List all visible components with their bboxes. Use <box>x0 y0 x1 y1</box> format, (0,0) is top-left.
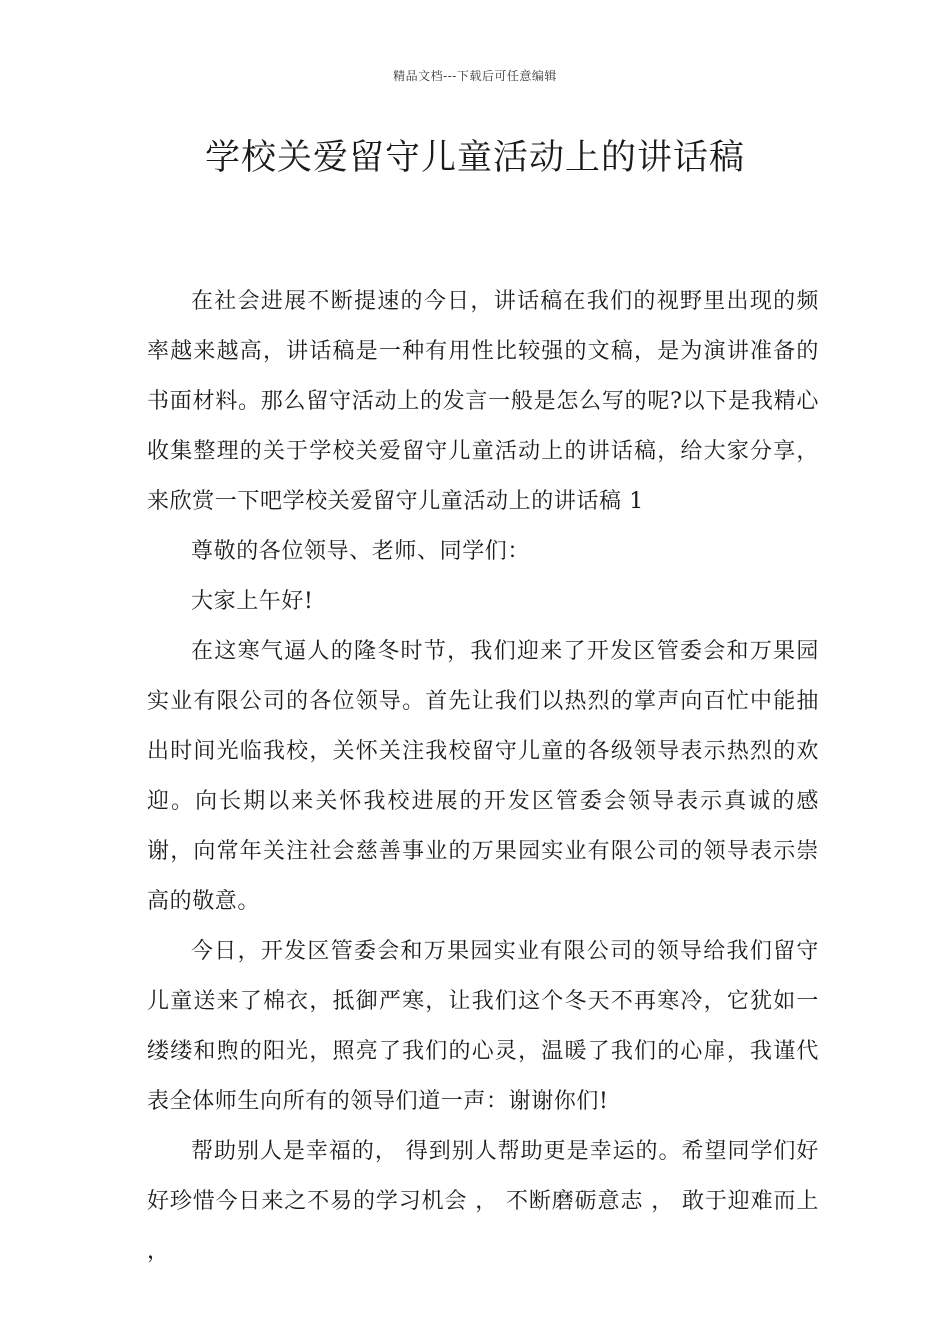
paragraph-intro: 在社会进展不断提速的今日，讲话稿在我们的视野里出现的频率越来越高，讲话稿是一种有用性比较强的文稿，是为演讲准备的书面材料。那么留守活动上的发言一般是怎么写的呢?以下是我精心收集整理的关于学校关爱留守儿童活动上的讲话稿，给大家分享，来欣赏一下吧学校关爱留守儿童活动上的讲话稿 1 <box>147 289 819 514</box>
paragraph-welcome: 在这寒气逼人的隆冬时节，我们迎来了开发区管委会和万果园实业有限公司的各位领导。首先让我们以热烈的掌声向百忙中能抽出时间光临我校，关怀关注我校留守儿童的各级领导表示热烈的欢迎。向长期以来关怀我校进展的开发区管委会领导表示真诚的感谢，向常年关注社会慈善事业的万果园实业有限公司的领导表示崇高的敬意。 <box>147 639 819 914</box>
document-title: 学校关爱留守儿童活动上的讲话稿 <box>204 138 745 178</box>
paragraph-encouragement: 帮助别人是幸福的， 得到别人帮助更是幸运的。希望同学们好好珍惜今日来之不易的学习机会 ， 不断磨砺意志 ， 敢于迎难而上 ， <box>147 1139 819 1264</box>
paragraph-thanks: 今日，开发区管委会和万果园实业有限公司的领导给我们留守儿童送来了棉衣，抵御严寒，让我们这个冬天不再寒冷，它犹如一缕缕和煦的阳光，照亮了我们的心灵，温暖了我们的心扉，我谨代表全体师生向所有的领导们道一声：谢谢你们! <box>147 939 819 1114</box>
paragraph-salutation: 尊敬的各位领导、老师、同学们： <box>191 539 531 564</box>
header-note: 精品文档---下载后可任意编辑 <box>393 69 557 83</box>
paragraph-greeting: 大家上午好! <box>191 589 314 614</box>
document-body <box>147 277 819 1277</box>
